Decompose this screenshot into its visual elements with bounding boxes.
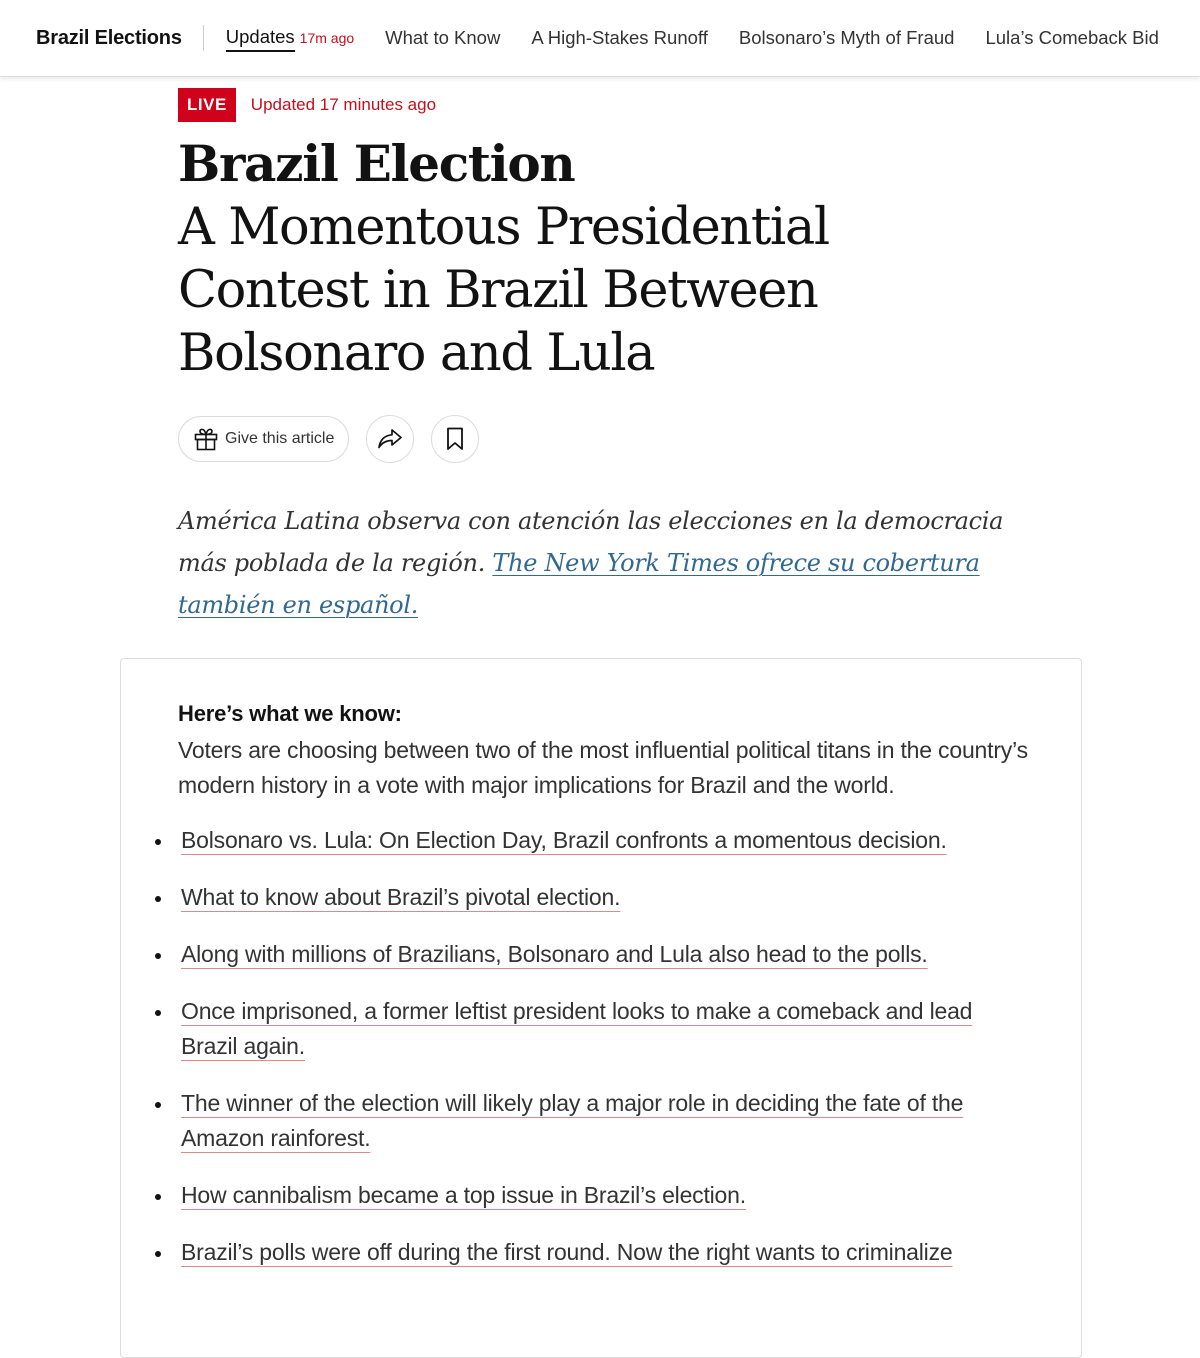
top-navigation [0,0,1200,77]
article-kicker: Brazil Election [178,134,575,193]
bookmark-icon [446,427,464,451]
nav-item-what-to-know[interactable]: What to Know [385,27,501,48]
article-tools [178,415,1048,463]
nav-item-updates[interactable] [226,26,354,50]
list-item [178,880,1028,915]
key-point-link[interactable]: What to know about Brazil’s pivotal election. [181,884,621,910]
list-item [178,937,1028,972]
list-item [178,1235,1028,1270]
give-article-button[interactable] [178,416,349,462]
key-points-content [178,699,1028,1292]
key-points-box [120,658,1082,1358]
list-item [178,994,1028,1064]
live-badge: LIVE [178,88,236,122]
nav-items [226,26,1190,50]
nav-updated-ago: 17m ago [299,30,355,46]
article-headline: A Momentous Presidential Contest in Brazil Between Bolsonaro and Lula [178,198,829,383]
list-item [178,1086,1028,1156]
nav-item-label: Updates [226,26,295,52]
live-row [178,87,1048,123]
give-article-label: Give this article [225,430,335,447]
key-point-link[interactable]: Along with millions of Brazilians, Bolsonaro and Lula also head to the polls. [181,941,928,967]
nav-item-myth-of-fraud[interactable]: Bolsonaro’s Myth of Fraud [738,27,955,48]
article-summary [178,500,1048,626]
nav-divider [203,25,204,51]
key-point-link[interactable]: Once imprisoned, a former leftist president looks to make a comeback and lead Brazil again. [181,998,973,1059]
article-header [178,87,1048,626]
nav-item-comeback-bid[interactable]: Lula’s Comeback Bid [985,27,1159,48]
key-points-list [178,823,1028,1270]
share-icon [377,428,403,450]
nav-item-runoff[interactable]: A High-Stakes Runoff [531,27,708,48]
gift-icon [193,426,219,452]
key-point-link[interactable]: Brazil’s polls were off during the first round. Now the right wants to criminalize [181,1239,953,1265]
key-points-heading: Here’s what we know: [178,701,402,726]
key-point-link[interactable]: Bolsonaro vs. Lula: On Election Day, Brazil confronts a momentous decision. [181,827,947,853]
nav-brand[interactable]: Brazil Elections [36,26,182,49]
key-point-link[interactable]: The winner of the election will likely play a major role in deciding the fate of the Amazon rainforest. [181,1090,964,1151]
updated-timestamp: Updated 17 minutes ago [250,95,437,114]
share-button[interactable] [366,415,414,463]
summary-text: América Latina observa con atención las elecciones en la democracia más poblada de la región. [178,507,1004,577]
key-points-intro: Voters are choosing between two of the most influential political titans in the country’s modern history in a vote with major implications for Brazil and the world. [178,737,1028,798]
bookmark-button[interactable] [431,415,479,463]
spanish-coverage-link[interactable]: The New York Times ofrece su cobertura también en español. [178,549,980,619]
list-item [178,823,1028,858]
list-item [178,1178,1028,1213]
key-point-link[interactable]: How cannibalism became a top issue in Brazil’s election. [181,1182,746,1208]
